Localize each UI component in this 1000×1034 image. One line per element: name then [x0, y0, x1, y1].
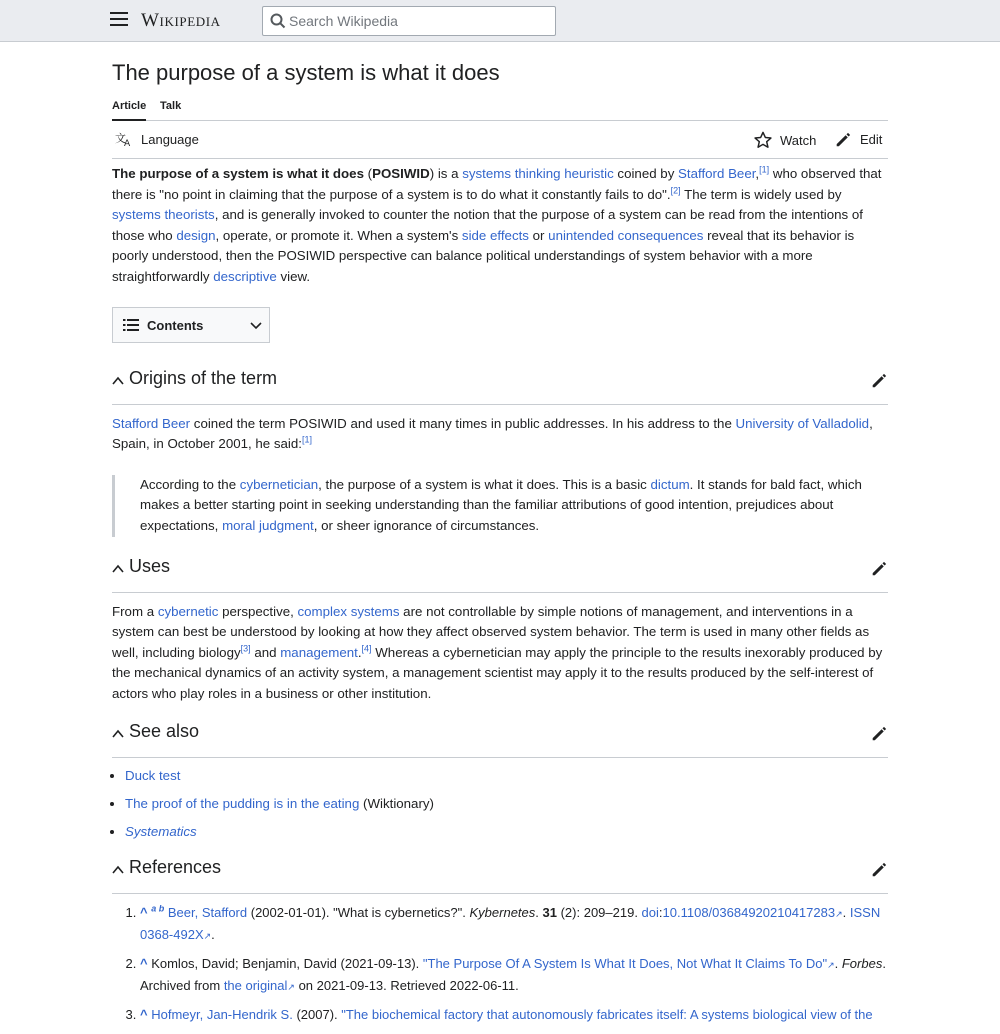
section-origins	[112, 360, 888, 537]
list-item: • The proof of the pudding is in the eating (Wiktionary)	[125, 794, 888, 815]
ref-2[interactable]: [2]	[670, 185, 681, 196]
list-item	[125, 822, 888, 843]
intro-abbr: POSIWID	[372, 166, 430, 181]
link-systems-theorists[interactable]: systems theorists	[112, 207, 215, 223]
search-input[interactable]	[289, 11, 549, 31]
chevron-up-icon[interactable]	[112, 563, 124, 575]
link-beer-stafford[interactable]: Beer, Stafford	[167, 905, 248, 921]
list-icon	[123, 318, 139, 332]
tab-article[interactable]: Article	[112, 100, 146, 121]
link-descriptive[interactable]: descriptive	[213, 268, 277, 284]
link-university-of-valladolid[interactable]: University of Valladolid	[735, 415, 870, 431]
link-systematics[interactable]: Systematics	[125, 823, 197, 839]
heading-see-also: See also	[129, 720, 200, 741]
intro-bold-title: The purpose of a system is what it does	[112, 166, 364, 181]
page-title: The purpose of a system is what it does	[112, 60, 500, 85]
language-label: Language	[141, 131, 199, 147]
section-see-also	[112, 713, 888, 843]
search-icon	[270, 13, 286, 29]
edit-label: Edit	[860, 132, 883, 147]
references-list	[112, 903, 888, 1026]
section-uses	[112, 548, 888, 705]
page-toolbar	[112, 121, 888, 159]
link-stafford-beer-2[interactable]: Stafford Beer	[112, 415, 191, 431]
pencil-icon[interactable]	[871, 372, 888, 389]
link-systems-thinking-heuristic[interactable]: systems thinking heuristic	[462, 166, 614, 181]
section-heading-references[interactable]	[112, 849, 888, 894]
list-item	[125, 766, 888, 787]
link-duck-test[interactable]: Duck test	[125, 767, 181, 783]
external-link-icon: ↗	[835, 909, 843, 920]
link-biochemical-factory[interactable]: "The biochemical factory that autonomously fabricates itself: A systems biological view of the	[341, 1007, 873, 1023]
contents-label: Contents	[147, 317, 204, 333]
pencil-icon[interactable]	[871, 560, 888, 577]
wikipedia-wordmark[interactable]: Wikipedia	[141, 10, 221, 31]
pencil-icon	[835, 131, 852, 148]
namespace-tabs	[112, 96, 888, 121]
ref-3[interactable]: [3]	[240, 643, 251, 654]
heading-references: References	[129, 857, 222, 878]
watch-label: Watch	[780, 132, 817, 148]
origins-paragraph: Stafford Beer coined the term POSIWID and used it many times in public addresses. In his address to the University of Valladolid, Spain, in October 2001, he said:[1]	[112, 415, 873, 452]
section-heading-see-also[interactable]	[112, 713, 888, 758]
section-heading-uses[interactable]	[112, 548, 888, 593]
chevron-up-icon[interactable]	[112, 728, 124, 740]
link-design[interactable]: design	[176, 227, 216, 243]
external-link-icon: ↗	[827, 960, 835, 971]
link-complex-systems[interactable]: complex systems	[297, 603, 400, 619]
link-moral-judgment[interactable]: moral judgment	[222, 517, 314, 533]
ref-4[interactable]: [4]	[361, 643, 372, 654]
chevron-down-icon	[249, 318, 263, 332]
watch-button[interactable]	[754, 131, 816, 149]
svg-text:A: A	[124, 139, 131, 147]
link-forbes-article[interactable]: "The Purpose Of A System Is What It Does, Not What It Claims To Do"	[422, 956, 828, 972]
link-issn[interactable]: ISSN 0368-492X	[140, 905, 881, 942]
reference-item: 1. ^ $^{a b}$ Beer, Stafford (2002-01-01). "What is cybernetics?". Kybernetes. 31 (2): 209–219. doi:10.1108/03684920210417283↗. ISSN 0368-492X↗.	[140, 903, 888, 946]
reference-item: 2. ^ Komlos, David; Benjamin, David (2021-09-13). "The Purpose Of A System Is What It Does, Not What It Claims To Do"↗. Forbes. Archived from the original↗ on 2021-09-13. Retrieved 2022-06-11.	[140, 954, 888, 997]
link-hofmeyr[interactable]: Hofmeyr, Jan-Hendrik S.	[151, 1007, 293, 1023]
external-link-icon: ↗	[203, 930, 212, 941]
link-dictum[interactable]: dictum	[650, 476, 690, 492]
language-icon	[115, 131, 133, 147]
link-cybernetician[interactable]: cybernetician	[239, 476, 319, 492]
chevron-up-icon[interactable]	[112, 864, 124, 876]
reference-item: 3. ^ Hofmeyr, Jan-Hendrik S. (2007). "The biochemical factory that autonomously fabricates itself: A systems biological view of the	[140, 1005, 888, 1026]
backlink-ab[interactable]: a b	[151, 903, 165, 914]
section-references	[112, 849, 888, 1026]
pencil-icon[interactable]	[871, 725, 888, 742]
link-side-effects[interactable]: side effects	[461, 227, 529, 243]
link-stafford-beer[interactable]: Stafford Beer	[678, 166, 756, 181]
backlink-caret[interactable]: ^	[140, 956, 148, 972]
heading-uses: Uses	[129, 555, 171, 576]
uses-paragraph: From a cybernetic perspective, complex systems are not controllable by simple notions of management, and interventions in a system can best be understood by looking at how they affect observed system behavior. The term is used in many other fields as well, including biology[3] and management.[4] Whereas a cybernetician may apply the principle to the results inexorably produced by the mechanical dynamics of an activity system, a management scientist may apply it to the results produced by the self-interest of actors who play roles in a business or other institution.	[112, 603, 883, 701]
edit-button[interactable]	[835, 131, 882, 148]
see-also-list	[112, 766, 888, 843]
beer-quote: According to the cybernetician, the purpose of a system is what it does. This is a basic dictum. It stands for bald fact, which makes a better starting point in seeking understanding than the familiar attributions of good intention, prejudices about expectations, moral judgment, or sheer ignorance of circumstances.	[112, 475, 888, 537]
pencil-icon[interactable]	[871, 861, 888, 878]
contents-toggle[interactable]	[112, 307, 270, 343]
link-the-original[interactable]: the original	[223, 977, 288, 993]
heading-origins: Origins of the term	[129, 367, 278, 388]
intro-paragraph: The purpose of a system is what it does (POSIWID) is a systems thinking heuristic coined by Stafford Beer,[1] who observed that there is "no point in claiming that the purpose of a system is to do what it constantly fails to do".[2] The term is widely used by systems theorists, and is generally invoked to counter the notion that the purpose of a system can be read from the intentions of those who design, operate, or promote it. When a system's side effects or unintended consequences reveal that its behavior is poorly understood, then the POSIWID perspective can balance political understandings of system behavior with a more straightforwardly descriptive view.	[112, 164, 882, 284]
site-header	[0, 0, 1000, 42]
ref-1-b[interactable]: [1]	[301, 434, 312, 445]
section-heading-origins[interactable]	[112, 360, 888, 405]
chevron-up-icon[interactable]	[112, 375, 124, 387]
star-icon	[754, 131, 772, 149]
link-unintended-consequences[interactable]: unintended consequences	[548, 227, 704, 243]
article-content	[112, 164, 888, 1034]
search-box[interactable]	[262, 6, 556, 36]
external-link-icon: ↗	[287, 981, 295, 992]
link-cybernetic[interactable]: cybernetic	[157, 603, 219, 619]
link-doi-value[interactable]: 10.1108/03684920210417283	[662, 905, 836, 921]
ref-1[interactable]: [1]	[759, 164, 770, 175]
svg-text:文: 文	[115, 132, 126, 145]
link-management[interactable]: management	[280, 644, 358, 660]
language-button[interactable]	[115, 131, 199, 147]
backlink-caret[interactable]: ^	[140, 905, 148, 921]
link-doi[interactable]: doi	[641, 905, 659, 921]
tab-talk[interactable]: Talk	[160, 100, 182, 112]
hamburger-menu-icon[interactable]	[110, 12, 128, 30]
link-proof-of-the-pudding[interactable]: The proof of the pudding is in the eating	[125, 795, 360, 811]
backlink-caret[interactable]: ^	[140, 1007, 148, 1023]
